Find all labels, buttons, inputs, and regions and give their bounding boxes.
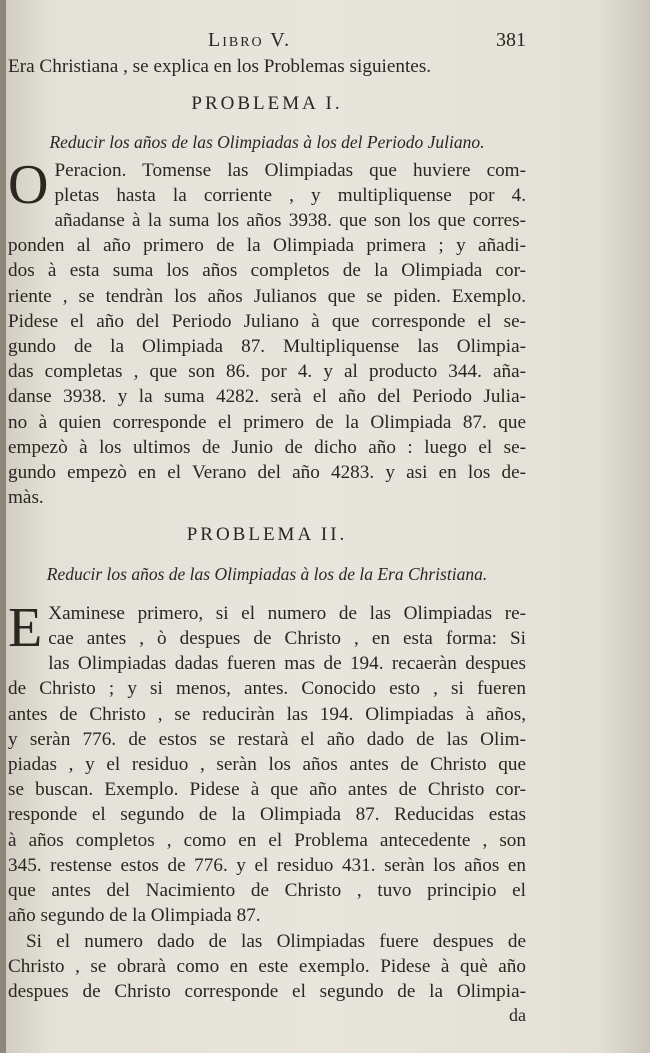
text-line: à años completos , como en el Problema antecedente , son [8, 829, 526, 851]
drop-cap: O [8, 153, 49, 216]
text-line: añadanse à la suma los años 3938. que son los que corres- [54, 210, 526, 232]
text-line: cae antes , ò despues de Christo , en esta forma: Si [48, 628, 526, 650]
page-number: 381 [496, 29, 526, 51]
text-line: responde el segundo de la Olimpiada 87. Reducidas estas [8, 804, 526, 826]
text-line: 345. restense estos de 776. y el residuo 431. seràn los años en [8, 854, 526, 876]
problem-1-heading: PROBLEMA I. [191, 93, 343, 115]
problem-2-heading: PROBLEMA II. [186, 524, 348, 546]
text-line: dos à esta suma los años completos de la Olimpiada cor- [8, 260, 526, 282]
page-gutter [0, 0, 6, 1053]
text-line: Christo , se obrarà como en este exemplo. Pidese à què año [8, 955, 526, 977]
text-line: Pidese el año del Periodo Juliano à que corresponde el se- [8, 310, 526, 332]
drop-cap: E [8, 596, 43, 659]
text-line: antes de Christo , se reduciràn las 194. Olimpiadas à años, [8, 703, 526, 725]
text-line: Xaminese primero, si el numero de las Olimpiadas re- [48, 602, 526, 624]
text-line: Peracion. Tomense las Olimpiadas que huviere com- [54, 159, 526, 181]
text-line: empezò à los ultimos de Junio de dicho año : luego el se- [8, 436, 526, 458]
text-block [8, 28, 526, 1026]
text-line: y seràn 776. de estos se restarà el año dado de las Olim- [8, 728, 526, 750]
text-line: año segundo de la Olimpiada 87. [8, 905, 261, 927]
text-line: Si el numero dado de las Olimpiadas fuere despues de [26, 930, 526, 952]
text-line: las Olimpiadas dadas fueren mas de 194. recaeràn despues [48, 653, 526, 675]
text-line: piadas , y el residuo , seràn los años antes de Christo que [8, 754, 526, 776]
text-line: despues de Christo corresponde el segundo de la Olimpia- [8, 980, 526, 1002]
intro-line: Era Christiana , se explica en los Problemas siguientes. [8, 56, 432, 77]
text-line: se buscan. Exemplo. Pidese à que año antes de Christo cor- [8, 779, 526, 801]
text-line: danse 3938. y la suma 4282. serà el año del Periodo Julia- [8, 386, 526, 408]
catchword: da [509, 1005, 526, 1026]
problem-2-text [8, 596, 526, 1004]
text-line: que antes del Nacimiento de Christo , tuvo principio el [8, 880, 526, 902]
text-line: de Christo ; y si menos, antes. Conocido esto , si fueren [8, 678, 526, 700]
running-head [8, 28, 526, 54]
text-line: gundo de la Olimpiada 87. Multipliquense las Olimpia- [8, 336, 526, 358]
text-line: gundo empezò en el Verano del año 4283. y asi en los de- [8, 462, 526, 484]
text-line: no à quien corresponde el primero de la Olimpiada 87. que [8, 411, 526, 433]
running-title: Libro V. [208, 29, 292, 51]
text-line: pletas hasta la corriente , y multipliquense por 4. [54, 184, 526, 206]
text-line: das completas , que son 86. por 4. y al producto 344. aña- [8, 361, 526, 383]
text-line: ponden al año primero de la Olimpiada primera ; y añadi- [8, 235, 526, 257]
problem-1-subtitle: Reducir los años de las Olimpiadas à los del Periodo Juliano. [49, 132, 485, 153]
text-line: màs. [8, 487, 44, 509]
problem-1-text [8, 153, 526, 511]
text-line: riente , se tendràn los años Julianos que se piden. Exemplo. [8, 285, 526, 307]
problem-2-subtitle: Reducir los años de las Olimpiadas à los de la Era Christiana. [46, 563, 488, 584]
